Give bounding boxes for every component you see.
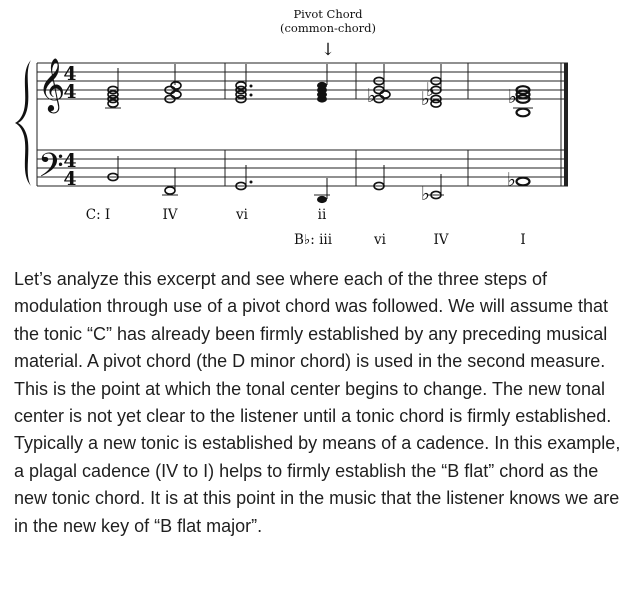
flat-sign: ♭ (421, 88, 430, 110)
bass-time-top: 4 (63, 150, 77, 172)
pivot-chord (317, 82, 327, 103)
analysis-bflat-4: I (520, 232, 526, 248)
dot (250, 181, 253, 184)
pivot-arrow-icon: ↓ (320, 40, 336, 60)
flat-sign: ♭ (507, 169, 516, 191)
bass-note (165, 187, 175, 194)
bass-note (517, 178, 530, 186)
pivot-bass-note (317, 196, 327, 203)
analysis-bflat-1: B♭: iii (293, 232, 333, 248)
grand-staff-brace (15, 60, 31, 186)
flat-sign: ♭ (508, 86, 517, 108)
analysis-c-4: ii (317, 207, 327, 223)
analysis-c-3: vi (236, 207, 248, 223)
music-score (0, 0, 636, 262)
bass-clef-icon: 𝄢 (38, 147, 64, 193)
analysis-c-1: C: I (85, 207, 111, 223)
treble-time-top: 4 (63, 63, 77, 85)
pivot-chord-label: Pivot Chord (293, 7, 363, 21)
analysis-c-2: IV (162, 207, 178, 223)
explanation-paragraph: Let’s analyze this excerpt and see where each of the three steps of modulation through use of a pivot chord was followed. We will assume that the tonic “C” has already been firmly established by any preceding musical material. A pivot chord (the D minor chord) is used in the second measure. This is the point at which the tonal center begins to change. The new tonal center is not yet clear to the listener until a tonic chord is firmly established. Typically a new tonic is established by means of a cadence. In this example, a plagal cadence (IV to I) helps to firmly establish the “B flat” chord as the new tonic chord. It is at this point in the music that the listener knows we are in the new key of “B flat major”. (14, 269, 621, 536)
treble-chord (517, 86, 530, 116)
dot (250, 94, 253, 97)
treble-time-bottom: 4 (63, 81, 77, 103)
treble-staff (37, 63, 568, 99)
flat-sign: ♭ (421, 183, 430, 205)
bass-staff (37, 150, 568, 186)
dot (250, 85, 253, 88)
pivot-chord-sublabel: (common-chord) (280, 21, 376, 35)
analysis-bflat-2: vi (374, 232, 386, 248)
treble-clef-icon: 𝄞 (38, 57, 66, 111)
bass-time-bottom: 4 (63, 168, 77, 190)
flat-sign: ♭ (426, 79, 435, 101)
flat-sign: ♭ (367, 85, 376, 107)
analysis-bflat-3: IV (433, 232, 449, 248)
